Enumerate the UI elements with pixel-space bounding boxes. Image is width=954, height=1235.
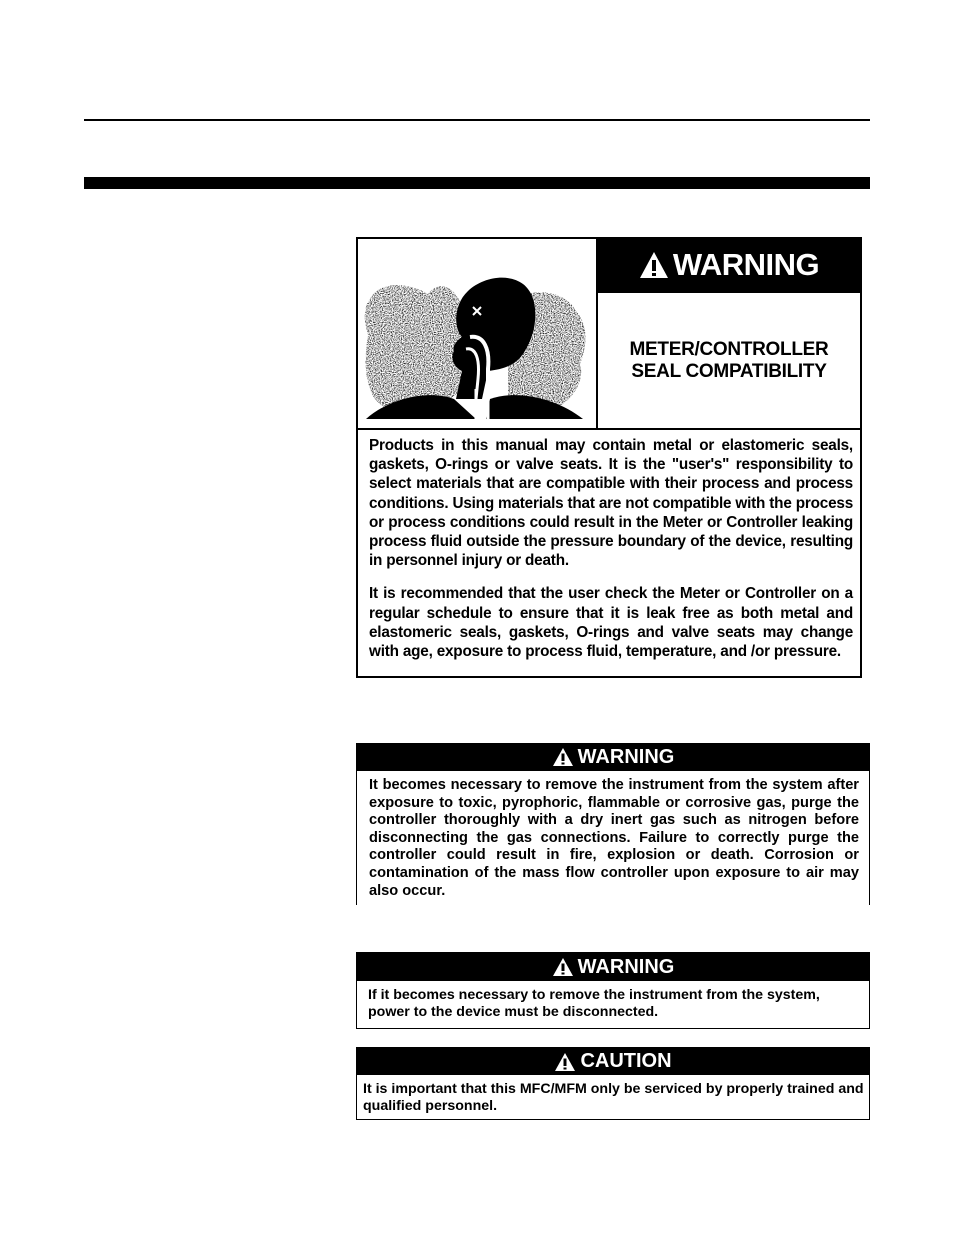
warning-paragraph: It is recommended that the user check the Meter or Controller on a regular schedule to ensure that it is leak free as both metal and elastomeric seals, gaskets, O-rings and valve seats may change with age, exposure to process fluid, temperature, and /or pressure. (369, 585, 853, 661)
warning-banner (598, 239, 860, 293)
hazard-triangle-icon (554, 1052, 576, 1072)
warning-text: It becomes necessary to remove the instrument from the system after exposure to toxic, pyrophoric, flammable or corrosive gas, purge the controller thoroughly with a dry inert gas such as nitrogen before disconnecting the gas connections. Failure to correctly purge the controller could result in fire, explosion or death. Corrosion or contamination of the mass flow controller upon exposure to air may also occur. (369, 777, 859, 899)
warning-title-panel (598, 239, 860, 428)
subject-line: METER/CONTROLLER (629, 338, 829, 360)
purge-warning-box (356, 743, 870, 905)
hazard-triangle-icon (639, 251, 669, 279)
warning-label: WARNING (577, 955, 675, 978)
caution-text: It is important that this MFC/MFM only be serviced by properly trained and qualified personnel. (363, 1081, 864, 1115)
hazard-triangle-icon (552, 957, 574, 977)
header-rule (84, 119, 870, 121)
warning-body (369, 436, 853, 675)
hazard-triangle-icon (552, 747, 574, 767)
warning-frame (356, 771, 870, 905)
section-rule (84, 177, 870, 189)
power-disconnect-warning-box (356, 952, 870, 1029)
warning-text: If it becomes necessary to remove the instrument from the system, power to the device must be disconnected. (368, 987, 820, 1020)
service-caution-box (356, 1047, 870, 1120)
caution-label: CAUTION (580, 1050, 672, 1072)
warning-paragraph: Products in this manual may contain metal or elastomeric seals, gaskets, O-rings or valve seats. It is the "user's" responsibility to select materials that are compatible with their process and process conditions. Using materials that are not compatible with the process or process conditions could result in the Meter or Controller leaking process fluid outside the pressure boundary of the device, resulting in personnel injury or death. (369, 437, 853, 570)
subject-line: SEAL COMPATIBILITY (631, 360, 827, 382)
warning-label: WARNING (577, 745, 675, 768)
seal-compatibility-warning-box (356, 237, 862, 678)
inhalation-hazard-pictogram (358, 239, 598, 428)
warning-header-panel (358, 239, 860, 430)
warning-banner (357, 953, 869, 981)
warning-subject (598, 293, 860, 428)
warning-label: WARNING (672, 247, 820, 282)
caution-banner (357, 1048, 869, 1075)
warning-banner (356, 743, 870, 771)
